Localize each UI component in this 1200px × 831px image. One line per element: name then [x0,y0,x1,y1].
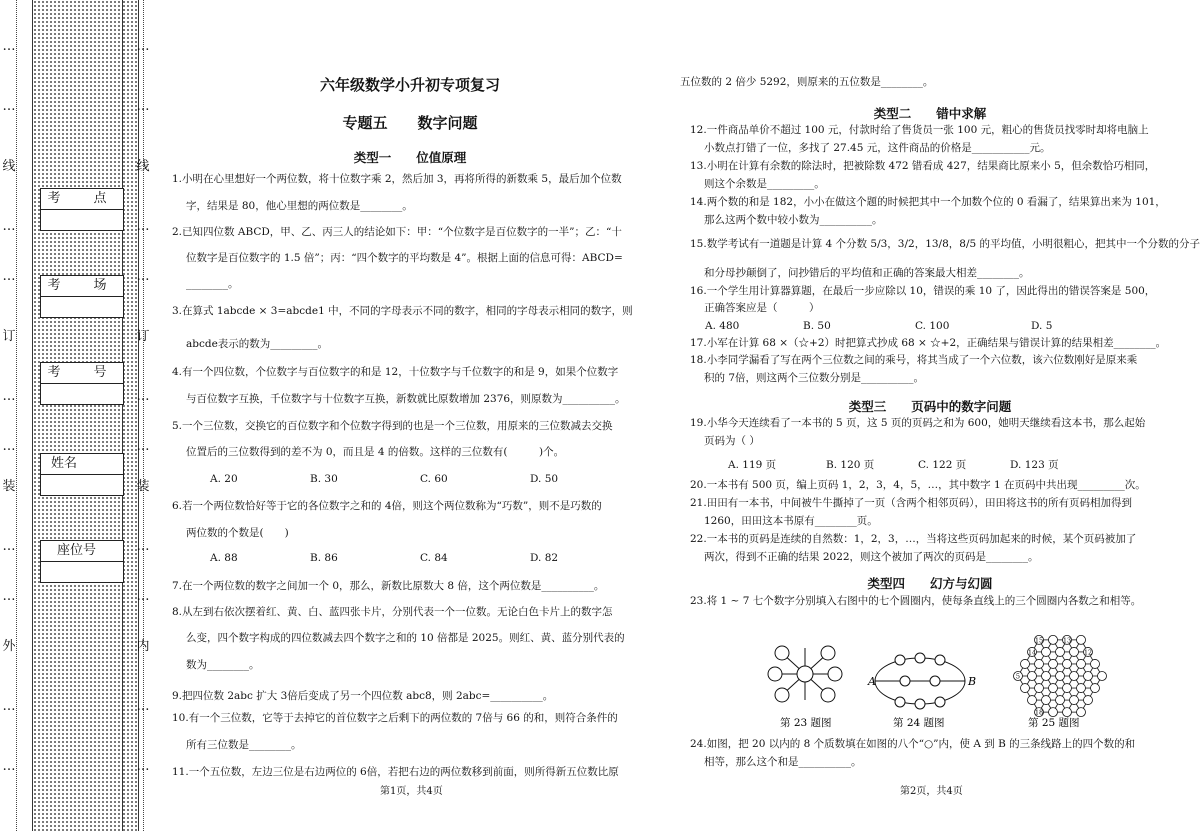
question-line: 24.如图，把 20 以内的 8 个质数填在如图的八个“○”内，使 A 到 B 的三条线路上的四个数的和 [690,738,1136,750]
binding-mark-inner: 线 [136,159,150,174]
binding-mark-inner: … [136,39,150,54]
fig25-circle [1063,659,1072,668]
binding-mark-inner: … [136,219,150,234]
fig25-circle [1056,672,1065,681]
fig23-circle [775,688,789,702]
question-line: 5.一个三位数，交换它的百位数字和个位数字得到的也是一个三位数，用原来的三位数减去交换 [172,420,613,432]
exam-site-label: 考 点 [41,189,123,210]
fig25-circle [1063,708,1072,717]
fig25-circle [1035,659,1044,668]
fig25-number: 5 [1015,672,1021,681]
binding-mark-inner: 订 [136,329,150,344]
fig25-circle [1028,672,1037,681]
q19-option-a: A. 119 页 [728,459,777,471]
fig25-number: 12 [1083,648,1093,657]
question-line: 位数字是百位数字的 1.5 倍”；丙：“四个数字的平均数是 4”。根据上面的信息可得：ABCD= [186,252,623,264]
q11-continuation: 五位数的 2 倍少 5292，则原来的五位数是________。 [680,76,934,88]
q23-text: 23.将 1 ~ 7 七个数字分别填入右图中的七个圆圈内，使每条直线上的三个圆圈内各数之和相等。 [690,595,1142,607]
name-field[interactable] [41,475,123,495]
fig24-label-a: A [868,675,876,688]
fig25-circle [1077,684,1086,693]
fig25-circle [1028,696,1037,705]
fig25-circle [1084,672,1093,681]
q6-option-d: D. 82 [530,552,559,564]
question-line: 6.若一个两位数恰好等于它的各位数字之和的 4倍，则这个两位数称为“巧数”，则不是巧数的 [172,500,602,512]
q16-options [705,320,1052,332]
fig25-circle [1077,659,1086,668]
q19-option-d: D. 123 页 [1010,459,1059,471]
binding-mark-inner: … [136,389,150,404]
fig25-number: 13 [1062,636,1072,645]
question-line: 数为________。 [186,659,260,671]
binding-mark: 线 [2,159,16,174]
fig25-circle [1063,684,1072,693]
q16-option-c: C. 100 [915,320,950,332]
fig25-circle [1049,659,1058,668]
fig23-circle [821,688,835,702]
figures [755,618,1115,733]
q16-option-a: A. 480 [705,320,740,332]
q5-option-d: D. 50 [530,473,559,485]
question-line: 么变，四个数字构成的四位数减去四个数字之和的 10 倍都是 2025。则红、黄、蓝分别代表的 [186,632,625,644]
fig24-circle [935,697,945,707]
fig25-circle [1070,672,1079,681]
q19-options [728,457,1059,472]
fig25-circle [1021,684,1030,693]
section-heading: 类型一 位值原理 [353,150,467,165]
question-line: 两位数的个数是( ) [186,527,289,539]
binding-mark-inner: … [136,589,150,604]
question-line: 22.一本书的页码是连续的自然数：1，2，3，…，当将这些页码加起来的时候，某个页码被加了 [690,533,1137,545]
binding-mark: … [2,99,16,114]
fig25-circle [1077,635,1086,644]
binding-mark: … [2,699,16,714]
binding-mark: … [2,269,16,284]
page-footer-left: 第1页，共4页 [380,786,443,797]
q5-options [210,473,558,485]
question-line: 小数点打错了一位，多找了 27.45 元，这件商品的价格是___________元。 [704,142,1051,154]
fig24-circle [930,676,940,686]
question-line: 1.小明在心里想好一个两位数，将十位数字乘 2，然后加 3，再将所得的新数乘 5，最后加个位数 [172,173,622,185]
question-line: 3.在算式 1abcde × 3=abcde1 中，不同的字母表示不同的数字，相同的字母表示相同的数字，则 [172,305,633,317]
exam-number-label: 考 号 [41,363,123,384]
question-line: ________。 [186,278,239,290]
fig24-caption: 第 24 题图 [893,717,945,729]
fig23-circle [828,667,842,681]
question-line: 15.数学考试有一道题是计算 4 个分数 5/3，3/2，13/8，8/5 的平均值，小明很粗心，把其中一个分数的分子 [690,238,1200,250]
section-heading: 类型四 幻方与幻圆 [867,576,993,591]
question-line: 相等，那么这个和是__________。 [704,756,862,768]
binding-mark: 外 [2,639,16,654]
question-line: 21.田田有一本书，中间被牛牛撕掉了一页（含两个相邻页码），田田将这书的所有页码相加得到 [690,497,1132,509]
seat-number-label: 座位号 [41,541,123,562]
fig24-circle [900,676,910,686]
question-line: 页码为（ ） [704,435,760,447]
question-line: abcde表示的数为_________。 [186,338,329,350]
fig25-circle [1021,659,1030,668]
fig23-circle [821,646,835,660]
fig25-circle [1070,647,1079,656]
question-line: 10.有一个三位数，它等于去掉它的首位数字之后剩下的两位数的 7倍与 66 的和，则符合条件的 [172,712,618,724]
section-heading: 类型三 页码中的数字问题 [848,399,1012,414]
fig24-circle [915,653,925,663]
fig25-circle [1049,708,1058,717]
seat-number-field[interactable] [41,562,123,582]
q6-option-b: B. 86 [310,552,338,564]
question-line: 积的 7倍，则这两个三位数分别是__________。 [704,372,925,384]
question-line: 两次，得到不正确的结果 2022，则这个被加了两次的页码是________。 [704,551,1039,563]
binding-mark-inner: … [136,759,150,774]
fig25-number: 18 [1034,708,1044,717]
fig25-caption: 第 25 题图 [1028,717,1080,729]
binding-mark: … [2,759,16,774]
binding-mark-inner: 装 [136,479,150,494]
binding-mark: 装 [2,479,16,494]
binding-mark-inner: … [136,439,150,454]
binding-mark: … [2,589,16,604]
binding-mark: … [2,219,16,234]
fig23-circle [797,666,813,682]
fig23-circle [768,667,782,681]
binding-mark-inner: … [136,269,150,284]
question-line: 9.把四位数 2abc 扩大 3倍后变成了另一个四位数 abc8，则 2abc=__________。 [172,690,554,702]
question-line: 4.有一个四位数，个位数字与百位数字的和是 12，十位数字与千位数字的和是 9，如果个位数字 [172,366,619,378]
fig25-circle [1049,635,1058,644]
fig25-circle [1098,672,1107,681]
page-title: 六年级数学小升初专项复习 [319,76,500,94]
binding-mark-inner: … [136,699,150,714]
fig25-circle [1042,647,1051,656]
exam-room-field[interactable] [41,297,123,317]
strip-divider [122,0,123,831]
question-line: 16.一个学生用计算器算题，在最后一步应除以 10，错误的乘 10 了，因此得出的错误答案是 500， [690,285,1156,297]
fig24-label-b: B [968,675,977,688]
exam-site-box[interactable] [40,188,124,231]
fig25-circle [1035,684,1044,693]
binding-mark-inner: 内 [136,639,150,654]
fig23-diagram [768,646,842,702]
fig24-circle [935,655,945,665]
q16-option-d: D. 5 [1031,320,1053,332]
q5-option-c: C. 60 [420,473,448,485]
question-line: 位置后的三位数得到的差不为 0，而且是 4 的倍数。这样的三位数有( )个。 [186,446,565,458]
exam-number-box[interactable] [40,362,124,405]
fig25-circle [1091,659,1100,668]
question-line: 17.小军在计算 68 ×（☆+2）时把算式抄成 68 × ☆+2，正确结果与错误计算的结果相差________。 [690,337,1167,349]
q6-options [210,552,558,564]
binding-mark: 订 [2,329,16,344]
fig24-circle [895,655,905,665]
question-line: 11.一个五位数，左边三位是右边两位的 6倍，若把右边的两位数移到前面，则所得新五位数比原 [172,766,619,778]
section-heading: 类型二 错中求解 [873,106,987,121]
question-line: 1260，田田这本书原有________页。 [704,515,878,527]
question-line: 13.小明在计算有余数的除法时，把被除数 472 错看成 427，结果商比原来小 5，但余数恰巧相同， [690,160,1156,172]
fig25-circle [1070,696,1079,705]
exam-room-label: 考 场 [41,276,123,297]
q6-option-a: A. 88 [210,552,238,564]
question-line: 则这个余数是_________。 [704,178,825,190]
binding-mark: … [2,539,16,554]
q16-option-b: B. 50 [803,320,831,332]
fig25-circle [1077,708,1086,717]
fig25-number: 14 [1027,648,1037,657]
question-line: 2.已知四位数 ABCD，甲、乙、丙三人的结论如下：甲：“个位数字是百位数字的一半”；乙：“十 [172,226,622,238]
question-line: 8.从左到右依次摆着红、黄、白、蓝四张卡片，分别代表一个一位数。无论白色卡片上的数字怎 [172,606,613,618]
fig25-circle [1084,696,1093,705]
binding-mark-inner: … [136,539,150,554]
fig25-circle [1056,647,1065,656]
fig25-circle [1091,684,1100,693]
binding-mark: … [2,389,16,404]
question-line: 与百位数字互换，千位数字与十位数字互换，新数就比原数增加 2376，则原数为__________。 [186,393,626,405]
fig23-circle [775,646,789,660]
q6-option-c: C. 84 [420,552,448,564]
topic-title: 专题五 数字问题 [342,114,478,132]
fig25-number: 15 [1034,636,1044,645]
binding-mark: … [2,39,16,54]
question-line: 18.小李同学漏看了写在两个三位数之间的乘号，将其当成了一个六位数，该六位数刚好是原来乘 [690,354,1138,366]
question-line: 和分母抄颠倒了，问抄错后的平均值和正确的答案最大相差________。 [704,267,1030,279]
q19-option-b: B. 120 页 [826,459,875,471]
page-footer-right: 第2页，共4页 [900,786,963,797]
question-line: 那么这两个数中较小数为__________。 [704,214,883,226]
perforation-line [16,0,17,831]
binding-mark: … [2,439,16,454]
q5-option-b: B. 30 [310,473,338,485]
question-line: 正确答案应是（ ） [704,302,820,314]
binding-margin [0,0,150,831]
fig23-caption: 第 23 题图 [780,717,832,729]
binding-mark-inner: … [136,99,150,114]
fig25-circle [1042,696,1051,705]
exam-room-box[interactable] [40,275,124,318]
q5-option-a: A. 20 [210,473,238,485]
fig25-circle [1049,684,1058,693]
hatched-strip [32,0,124,831]
fig24-circle [915,699,925,709]
question-line: 字，结果是 80，他心里想的两位数是________。 [186,200,413,212]
question-line: 19.小华今天连续看了一本书的 5 页，这 5 页的页码之和为 600，她明天继续看这本书，那么起始 [690,417,1146,429]
fig24-circle [895,697,905,707]
name-label: 姓名 [41,454,123,475]
question-line: 14.两个数的和是 182，小小在做这个题的时候把其中一个加数个位的 0 看漏了，结果算出来为 101， [690,196,1166,208]
question-line: 20.一本书有 500 页，编上页码 1，2，3，4，5，…，其中数字 1 在页码中共出现_________次。 [690,479,1146,491]
fig25-circle [1056,696,1065,705]
exam-number-field[interactable] [41,384,123,404]
exam-site-field[interactable] [41,210,123,230]
question-line: 7.在一个两位数的数字之间加一个 0，那么，新数比原数大 8 倍，这个两位数是__________。 [172,580,605,592]
question-line: 所有三位数是________。 [186,739,302,751]
seat-number-box[interactable] [40,540,124,583]
fig25-circle [1042,672,1051,681]
q19-option-c: C. 122 页 [918,459,967,471]
fig24-diagram [875,653,965,709]
name-box[interactable] [40,453,124,496]
question-line: 12.一件商品单价不超过 100 元，付款时给了售货员一张 100 元，粗心的售货员找零时却将电脑上 [690,124,1149,136]
